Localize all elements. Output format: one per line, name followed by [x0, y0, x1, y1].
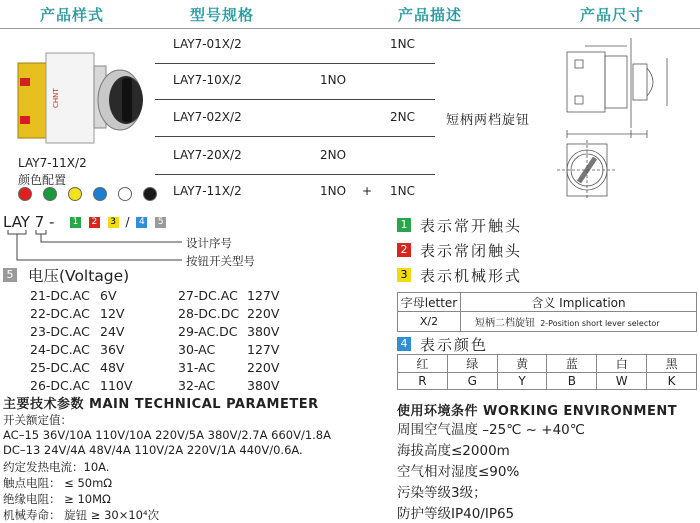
voltage-code: 32-AC: [178, 378, 216, 393]
header-dimensions: 产品尺寸: [580, 6, 645, 24]
code-box: 5: [155, 217, 166, 228]
color-dot: [93, 187, 107, 201]
tech-line: 机械寿命： 旋钮 ≥ 30×10⁴次: [3, 508, 160, 522]
code-label-design: 设计序号: [186, 236, 232, 250]
letter-table: [397, 292, 697, 332]
header-style: 产品样式: [40, 6, 105, 24]
model-plus: +: [362, 184, 373, 198]
letter-meaning-cn: 短柄二档旋钮: [475, 318, 535, 329]
legend-box: 3: [397, 268, 411, 282]
voltage-value: 24V: [100, 324, 125, 339]
voltage-code: 29-AC.DC: [178, 324, 238, 339]
code-box: 4: [136, 217, 147, 228]
dimension-drawing: [555, 30, 695, 210]
voltage-value: 220V: [247, 360, 280, 375]
code-boxes: [70, 215, 166, 229]
voltage-code: 24-DC.AC: [30, 342, 90, 357]
legend-box: 1: [397, 218, 411, 232]
voltage-value: 127V: [247, 288, 280, 303]
svg-text:CHNT: CHNT: [52, 88, 60, 108]
model-no: 1NO: [320, 184, 347, 198]
voltage-value: 380V: [247, 378, 280, 393]
voltage-code: 25-DC.AC: [30, 360, 90, 375]
env-line: 周围空气温度 –25℃ ~ +40℃: [397, 422, 585, 438]
letter-meaning: [461, 312, 697, 332]
header-description: 产品描述: [398, 6, 463, 24]
code-box: 1: [70, 217, 81, 228]
color-section-box: 4: [397, 337, 411, 351]
voltage-code: 26-DC.AC: [30, 378, 90, 393]
env-line: 污染等级3级；: [397, 485, 487, 501]
model-no: 1NO: [320, 73, 347, 87]
env-line: 空气相对湿度≤90%: [397, 464, 520, 480]
voltage-title: 电压(Voltage): [28, 267, 130, 285]
color-section-title: 表示颜色: [420, 336, 489, 354]
color-code-cell: K: [647, 373, 697, 390]
letter-code: X/2: [398, 312, 461, 332]
color-table: [397, 354, 697, 390]
tech-line: AC–15 36V/10A 110V/10A 220V/5A 380V/2.7A 660V/1.8A: [3, 428, 331, 442]
model-nc: 2NC: [390, 110, 415, 124]
voltage-value: 6V: [100, 288, 117, 303]
color-dots: [18, 186, 163, 205]
code-prefix: LAY 7 -: [3, 213, 55, 231]
color-dot: [68, 187, 82, 201]
row-divider: [155, 99, 435, 100]
color-name-cell: 红: [398, 355, 448, 373]
voltage-value: 12V: [100, 306, 125, 321]
legend-box: 2: [397, 243, 411, 257]
env-line: 海拔高度≤2000m: [397, 443, 510, 459]
header-model: 型号规格: [190, 6, 255, 24]
model-code: LAY7-10X/2: [173, 73, 242, 87]
color-code-cell: R: [398, 373, 448, 390]
color-dot: [118, 187, 132, 201]
model-code: LAY7-11X/2: [173, 184, 242, 198]
row-divider: [155, 174, 435, 175]
code-slash: /: [125, 215, 130, 229]
letter-header: 字母letter: [398, 293, 461, 312]
model-nc: 1NC: [390, 37, 415, 51]
voltage-value: 36V: [100, 342, 125, 357]
legend-text: 表示常开触头: [420, 217, 523, 235]
color-dot: [143, 187, 157, 201]
tech-line: 绝缘电阻： ≥ 10MΩ: [3, 492, 111, 506]
voltage-code: 21-DC.AC: [30, 288, 90, 303]
model-nc: 1NC: [390, 184, 415, 198]
color-dot: [43, 187, 57, 201]
voltage-code: 30-AC: [178, 342, 216, 357]
implication-header: 含义 Implication: [461, 293, 697, 312]
color-name-cell: 黑: [647, 355, 697, 373]
row-divider: [155, 63, 435, 64]
voltage-value: 380V: [247, 324, 280, 339]
voltage-value: 48V: [100, 360, 125, 375]
model-code: LAY7-02X/2: [173, 110, 242, 124]
code-label-type: 按钮开关型号: [186, 254, 255, 268]
voltage-num-box: 5: [3, 268, 17, 282]
tech-line: 约定发热电流：10A.: [3, 460, 110, 474]
code-box: 2: [89, 217, 100, 228]
voltage-value: 220V: [247, 306, 280, 321]
env-line: 防护等级IP40/IP65: [397, 506, 515, 522]
product-model-label: LAY7-11X/2: [18, 156, 87, 170]
voltage-value: 110V: [100, 378, 133, 393]
env-title: 使用环境条件 WORKING ENVIRONMENT: [397, 404, 678, 419]
voltage-code: 31-AC: [178, 360, 216, 375]
voltage-value: 127V: [247, 342, 280, 357]
color-name-cell: 黄: [497, 355, 547, 373]
model-no: 2NO: [320, 148, 347, 162]
tech-line: DC–13 24V/4A 48V/4A 110V/2A 220V/1A 440V/0.6A.: [3, 443, 303, 457]
product-image: [8, 38, 158, 150]
color-code-cell: W: [597, 373, 647, 390]
code-box: 3: [108, 217, 119, 228]
tech-line: 触点电阻： ≤ 50mΩ: [3, 476, 113, 490]
legend-text: 表示机械形式: [420, 267, 523, 285]
color-dot: [18, 187, 32, 201]
row-divider: [155, 136, 435, 137]
product-description: 短柄两档旋钮: [446, 113, 531, 128]
color-name-cell: 绿: [447, 355, 497, 373]
color-code-cell: Y: [497, 373, 547, 390]
header-divider: [0, 28, 700, 29]
color-code-cell: B: [547, 373, 597, 390]
voltage-code: 27-DC.AC: [178, 288, 238, 303]
voltage-code: 23-DC.AC: [30, 324, 90, 339]
color-name-cell: 白: [597, 355, 647, 373]
color-code-cell: G: [447, 373, 497, 390]
letter-meaning-en: 2-Position short lever selector: [540, 319, 660, 328]
code-leader-lines: [0, 228, 190, 268]
color-name-cell: 蓝: [547, 355, 597, 373]
legend-text: 表示常闭触头: [420, 242, 523, 260]
model-code: LAY7-01X/2: [173, 37, 242, 51]
voltage-code: 22-DC.AC: [30, 306, 90, 321]
model-code: LAY7-20X/2: [173, 148, 242, 162]
tech-line: 开关额定值：: [3, 413, 72, 427]
voltage-code: 28-DC.DC: [178, 306, 240, 321]
tech-title: 主要技术参数 MAIN TECHNICAL PARAMETER: [3, 397, 319, 412]
product-color-label: 颜色配置: [18, 173, 67, 187]
